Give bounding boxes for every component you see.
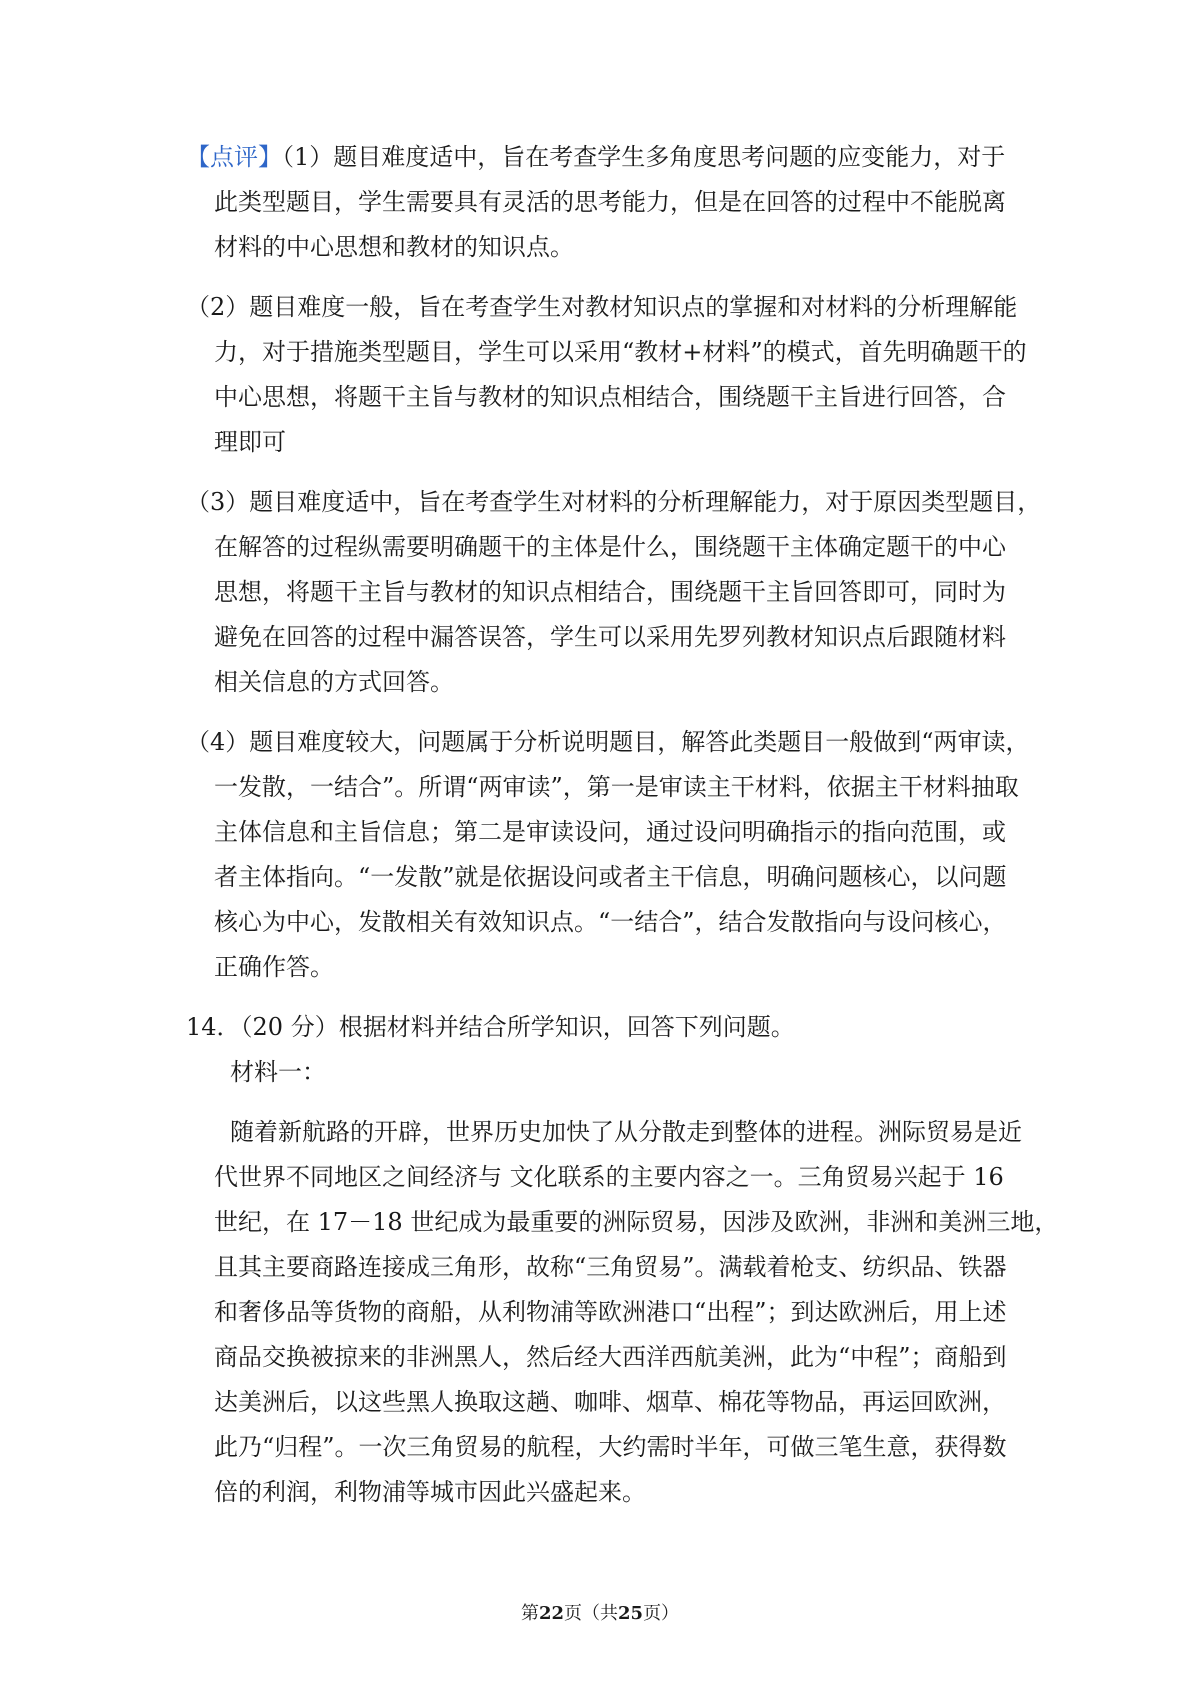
material-line-5: 和奢侈品等货物的商船，从利物浦等欧洲港口“出程”；到达欧洲后，用上述 bbox=[214, 1298, 1007, 1326]
material-label: 材料一： bbox=[230, 1058, 326, 1086]
material-line-7: 达美洲后，以这些黑人换取这趟、咖啡、烟草、棉花等物品，再运回欧洲， bbox=[214, 1388, 1006, 1416]
footer-suffix: 页） bbox=[643, 1603, 680, 1624]
commentary-p4-line-3: 主体信息和主旨信息；第二是审读设问，通过设问明确指示的指向范围，或 bbox=[214, 818, 1006, 846]
commentary-p3-line-5: 相关信息的方式回答。 bbox=[214, 668, 454, 696]
total-page-number: 25 bbox=[618, 1603, 644, 1624]
current-page-number: 22 bbox=[538, 1603, 564, 1624]
commentary-p3-line-1: （3）题目难度适中，旨在考查学生对材料的分析理解能力，对于原因类型题目， bbox=[186, 488, 1042, 516]
commentary-p1-line-1: （1）题目难度适中，旨在考查学生多角度思考问题的应变能力，对于 bbox=[282, 143, 1006, 171]
commentary-p4-line-1: （4）题目难度较大，问题属于分析说明题目，解答此类题目一般做到“两审读， bbox=[186, 728, 1030, 756]
question-14-header: 14．（20 分）根据材料并结合所学知识，回答下列问题。 bbox=[186, 1013, 795, 1041]
commentary-p3-line-3: 思想，将题干主旨与教材的知识点相结合，围绕题干主旨回答即可，同时为 bbox=[214, 578, 1006, 606]
commentary-p2-line-1: （2）题目难度一般，旨在考查学生对教材知识点的掌握和对材料的分析理解能 bbox=[186, 293, 1018, 321]
material-line-3: 世纪，在 17－18 世纪成为最重要的洲际贸易，因涉及欧洲，非洲和美洲三地， bbox=[214, 1208, 1059, 1236]
commentary-p3-line-2: 在解答的过程纵需要明确题干的主体是什么，围绕题干主体确定题干的中心 bbox=[214, 533, 1006, 561]
material-line-2: 代世界不同地区之间经济与 文化联系的主要内容之一。三角贸易兴起于 16 bbox=[214, 1163, 1004, 1191]
commentary-p2-line-4: 理即可 bbox=[214, 428, 286, 456]
commentary-p2-line-3: 中心思想，将题干主旨与教材的知识点相结合，围绕题干主旨进行回答，合 bbox=[214, 383, 1006, 411]
commentary-p1-line-2: 此类型题目，学生需要具有灵活的思考能力，但是在回答的过程中不能脱离 bbox=[214, 188, 1006, 216]
material-line-8: 此乃“归程”。一次三角贸易的航程，大约需时半年，可做三笔生意，获得数 bbox=[214, 1433, 1007, 1461]
material-line-1: 随着新航路的开辟，世界历史加快了从分散走到整体的进程。洲际贸易是近 bbox=[230, 1118, 1022, 1146]
commentary-p4-line-6: 正确作答。 bbox=[214, 953, 334, 981]
commentary-tag: 【点评】 bbox=[186, 143, 282, 171]
material-line-9: 倍的利润，利物浦等城市因此兴盛起来。 bbox=[214, 1478, 646, 1506]
material-line-4: 且其主要商路连接成三角形，故称“三角贸易”。满载着枪支、纺织品、铁器 bbox=[214, 1253, 1007, 1281]
footer-middle: 页（共 bbox=[564, 1603, 618, 1624]
material-line-6: 商品交换被掠来的非洲黑人，然后经大西洋西航美洲，此为“中程”；商船到 bbox=[214, 1343, 1007, 1371]
commentary-p4-line-4: 者主体指向。“一发散”就是依据设问或者主干信息，明确问题核心，以问题 bbox=[214, 863, 1007, 891]
page-number-footer bbox=[0, 1602, 1200, 1626]
commentary-p4-line-2: 一发散，一结合”。所谓“两审读”，第一是审读主干材料，依据主干材料抽取 bbox=[214, 773, 1019, 801]
commentary-line bbox=[186, 141, 1005, 173]
commentary-p4-line-5: 核心为中心，发散相关有效知识点。“一结合”，结合发散指向与设问核心， bbox=[214, 908, 1007, 936]
commentary-p2-line-2: 力，对于措施类型题目，学生可以采用“教材+材料”的模式，首先明确题干的 bbox=[214, 338, 1027, 366]
commentary-p1-line-3: 材料的中心思想和教材的知识点。 bbox=[214, 233, 574, 261]
footer-prefix: 第 bbox=[520, 1603, 539, 1624]
commentary-p3-line-4: 避免在回答的过程中漏答误答，学生可以采用先罗列教材知识点后跟随材料 bbox=[214, 623, 1006, 651]
